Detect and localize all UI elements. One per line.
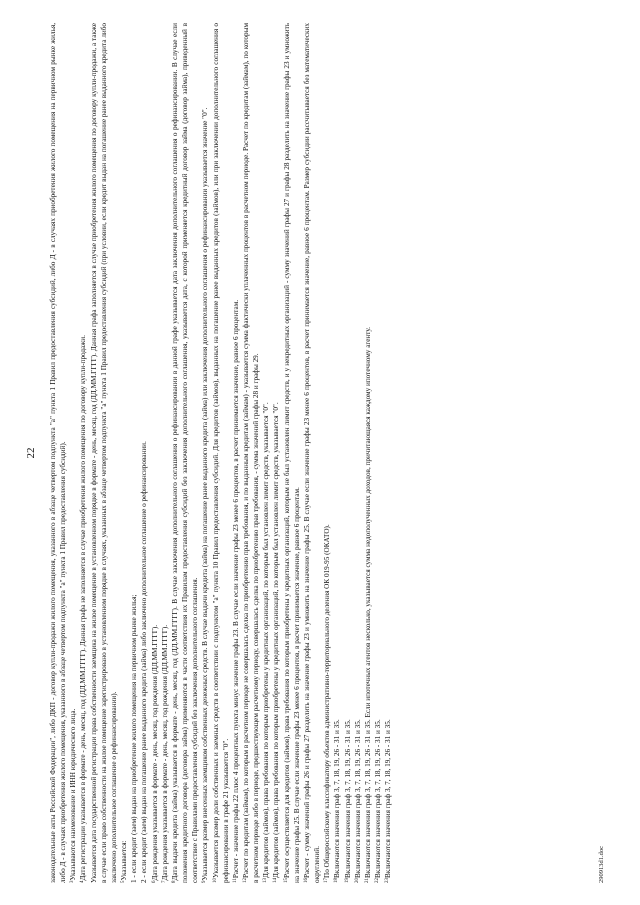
footnote-marker: 12 [242, 878, 248, 883]
footnote-text: законодательные акты Российской Федерации", либо ДКП - договор купли-продажи жилого помещения, указанного в абзаце четвертом подпункта "а" пункта 1 Правил предоставления субсидий, либо Д - в случаях приобретения жилого помещения на первичном рынке жилья, либо Д - в случаях приобретения жилого помещения, указанного в абзаце четвертом подпункта "а" пункта 1 Правил предоставления субсидий). [49, 23, 68, 883]
footnote-text: 1 - если кредит (заем) выдан на приобретение жилого помещения на первичном рынке жилья; [130, 594, 139, 883]
footnote-paragraph [200, 23, 210, 883]
footnote-marker: 20 [354, 878, 360, 883]
footnote-paragraph [363, 23, 373, 883]
footnote-marker: 15 [283, 878, 289, 883]
footnote-text: Для кредитов (займов), права требования по которым приобретены у кредитных организаций, по которым был установлен лимит средств, указывается "0". [272, 402, 281, 878]
footnote-text: Дата регистрации указывается в формате - день, месяц, год (ДД.ММ.ГГГГ). Данная графа не заполняется в случае приобретения жилого помещения по договору купли-продажи. [79, 335, 88, 881]
footnote-paragraph [119, 23, 129, 883]
footnote-marker: 10 [212, 878, 218, 883]
footnote-text: Дата выдачи кредита (займа) указывается в формате - день, месяц, год (ДД.ММ.ГГГГ). В случае заключения дополнительного соглашения о рефинансировании в данной графе указывается дата заключения дополнительного соглашения о рефинансировании. В случае если положения кредитного договора (договора займа) применяются в части соответствия их Правилам предоставления субсидий без заключения дополнительного соглашения, указывается дата, с которой применяется кредитный договор займа (договор займа), приведенный в соответствие с Правилами предоставления субсидий без заключения дополнительного соглашения. [170, 23, 200, 883]
footnote-marker: 6 [151, 880, 157, 883]
page-number: 22 [25, 447, 37, 459]
footnote-paragraph [68, 23, 78, 883]
footer-filename: 290913d1.doc [598, 845, 605, 883]
footnote-text: Включаются значения граф 3, 7, 18, 19, 26 - 31 и 35. Если ипотечных агентов несколько, указывается сумма недополученных доходов, причитающаяся каждому ипотечному агенту. [363, 327, 372, 878]
footnote-marker: 11 [232, 878, 238, 883]
footnote-paragraph [89, 23, 119, 883]
footnote-marker: 13 [263, 878, 269, 883]
rotated-content [20, 23, 620, 883]
footnote-marker: 4 [80, 880, 86, 883]
footnote-marker: 14 [273, 878, 279, 883]
footnote-paragraph [261, 23, 271, 883]
footnote-paragraph [150, 23, 160, 883]
footnote-marker: 8 [171, 880, 177, 883]
footnote-marker: 21 [364, 878, 370, 883]
footnote-text: Расчет по кредитам (займам), по которым в расчетном периоде не совершалась сделка по приобретению прав требования, и по выданным кредитам (займам) - указывается сумма фактически уплаченных процентов в расчетном периоде. Расчет по кредитам (займам), по которым в расчетном периоде либо в периоде, предшествующем расчетному периоду, совершалась сделка по приобретению прав требования, - сумма значений графы 28 и графы 29. [241, 23, 261, 883]
footnote-paragraph [48, 23, 68, 883]
footnote-marker: 18 [334, 878, 340, 883]
footnote-paragraph [322, 23, 332, 883]
footnote-marker: 3 [70, 880, 76, 883]
footnote-marker: 16 [303, 878, 309, 883]
footnote-marker: 22 [375, 878, 380, 883]
footnote-paragraph [139, 23, 149, 883]
footnote-paragraph [170, 23, 200, 883]
footnote-text: Указываются наименование и ИНН юридического лица. [69, 708, 78, 881]
footnote-marker: 9 [202, 880, 208, 883]
footnote-paragraph [78, 23, 88, 883]
footnote-paragraph [332, 23, 342, 883]
footnote-paragraph [241, 23, 261, 883]
footnote-marker: 19 [344, 878, 350, 883]
footnote-paragraph [271, 23, 281, 883]
footnote-paragraph [373, 23, 383, 883]
footnote-text: Дата рождения указывается в формате - день, месяц, год рождения (ДД.ММ.ГГГГ). [160, 624, 169, 881]
footnote-text: Дата рождения указывается в формате - день, месяц, год рождения (ДД.ММ.ГГГГ). [150, 624, 159, 881]
footnote-text: Расчет - сумму значений графы 26 и графы 27 разделить на значение графы 23 и умножить на значение графы 25. В случае если значение графы 23 менее 6 процентов, в расчет принимается значение, равное 6 процентам. Размер субсидии рассчитывается без математических округлений. [302, 23, 322, 883]
footnote-text: Указывается дата государственной регистрации права собственности заемщика на жилое помещение в установленном порядке в формате - день, месяц, год (ДД.ММ.ГГГГ). Данная графа заполняется в случае приобретения жилого помещения по договору купли-продажи, а также в случае если право собственности на жилое помещение зарегистрировано в установленном порядке в случаях, указанных в абзаце четвертом подпункта "а" пункта 1 Правил предоставления субсидий (при условии, если кредит выдан на погашение ранее выданного кредита либо заключено дополнительное соглашение о рефинансировании). [89, 23, 118, 883]
footnote-text: Включаются значения граф 3, 7, 18, 19, 26 - 31 и 35. [384, 719, 393, 878]
footnote-paragraph [302, 23, 322, 883]
footnote-text: Включаются значения граф 3, 7, 18, 19, 26 - 31 и 35. [333, 719, 342, 878]
footnote-paragraph [282, 23, 302, 883]
footnote-text: Включаются значения граф 3, 7, 18, 19, 26 - 31 и 35. [374, 719, 382, 878]
footnote-paragraph [343, 23, 353, 883]
footnote-marker: 7 [161, 880, 167, 883]
footnote-text: Указывается размер доли собственных и заемных средств в соответствии с подпунктом "а" пункта 10 Правил предоставления субсидий. Для кредитов (займов), выданных на погашение ранее выданных кредитов (займов), или при заключении дополнительного соглашения о рефинансировании в графе 21 указывается "0". [211, 23, 230, 883]
footnote-text: Включаются значения граф 3, 7, 18, 19, 26 - 31 и 35. [353, 719, 362, 878]
footnote-text: Указывается: [120, 840, 129, 881]
footnote-marker: 17 [324, 878, 330, 883]
footnotes-body [48, 23, 393, 883]
footnote-paragraph [231, 23, 241, 883]
footnote-text: Указывается размер внесенных заемщиком собственных денежных средств. В случае выдачи кредита (займа) на погашение ранее выданного кредита (займа) или заключения дополнительного соглашения о рефинансировании указывается значение "0". [201, 107, 210, 881]
footnote-paragraph [383, 23, 393, 883]
footnote-text: По Общероссийскому классификатору объектов административно-территориального деления ОК 019-95 (ОКАТО). [323, 524, 332, 878]
footnote-paragraph [129, 23, 139, 883]
footnote-text: Расчет - значение графы 22 плюс 4 процентных пункта минус значение графы 23. В случае если значение графы 23 менее 6 процентов, в расчет принимается значение, равное 6 процентам. [231, 299, 240, 879]
footnote-paragraph [211, 23, 231, 883]
footnote-text: Расчет осуществляется для кредитов (займов), права требования по которым приобретены у кредитных организаций, которым не был установлен лимит средств, и у некредитных организаций - сумму значений графы 27 и графы 28 разделить на значение графы 23 и умножить на значение графы 25. В случае если значение графы 23 менее 6 процентов, в расчет принимается значение, равное 6 процентам. [282, 23, 301, 883]
footnote-marker: 5 [121, 880, 127, 883]
footnote-text: Включаются значения граф 3, 7, 18, 19, 26 - 31 и 35. [343, 719, 352, 878]
footnote-paragraph [160, 23, 170, 883]
footnote-paragraph [353, 23, 363, 883]
footnote-text: 2 - если кредит (заем) выдан на погашение ранее выданного кредита (займа) либо заключено дополнительное соглашение о рефинансировании. [140, 441, 149, 883]
footnote-marker: 23 [385, 878, 391, 883]
footnote-text: Для кредитов (займов), права требования по которым приобретены у кредитных организаций, по которым был установлен лимит средств, указывается "0". [262, 402, 271, 878]
